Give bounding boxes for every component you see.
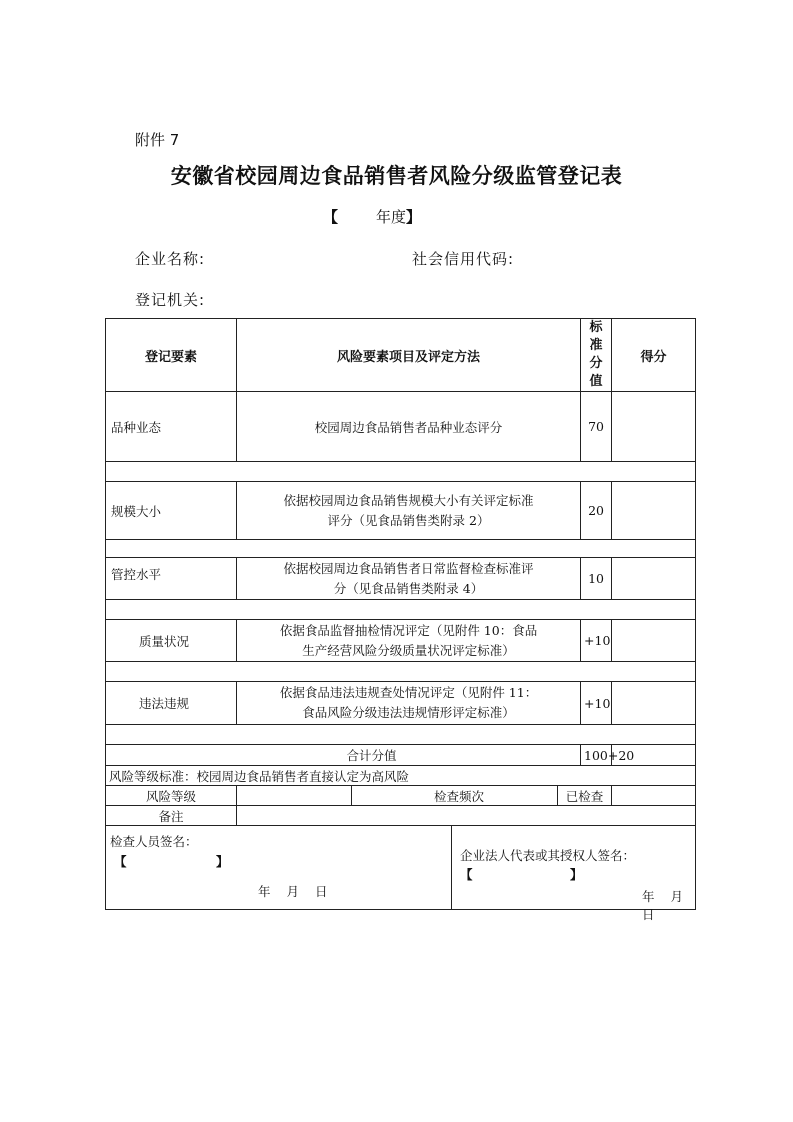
credit-code-label: 社会信用代码:	[412, 250, 515, 268]
row-element: 品种业态	[106, 392, 237, 462]
row-method-line1: 依据校园周边食品销售者日常监督检查标准评	[283, 560, 534, 576]
header-row	[106, 319, 696, 392]
score-cell[interactable]	[612, 482, 696, 540]
spacer-row	[106, 725, 696, 745]
score-cell[interactable]	[612, 392, 696, 462]
inspector-sign-label: 检查人员签名：	[110, 834, 198, 849]
rep-open-bracket: 【	[460, 867, 473, 882]
header-score: 得分	[612, 319, 696, 392]
company-name-label: 企业名称:	[135, 250, 206, 268]
row-standard: 10	[581, 558, 612, 600]
risk-level-row	[106, 786, 696, 806]
score-cell[interactable]	[612, 682, 696, 725]
table-row	[106, 682, 696, 725]
row-standard: +10	[581, 682, 612, 725]
inspector-signature-cell[interactable]	[106, 826, 452, 910]
row-method-line2: 评分（见食品销售类附录 2）	[327, 512, 490, 528]
row-element: 规模大小	[106, 482, 237, 540]
row-method-line1: 依据校园周边食品销售规模大小有关评定标准	[283, 492, 534, 508]
remarks-label: 备注	[106, 806, 237, 826]
risk-standard: 风险等级标准：校园周边食品销售者直接认定为高风险	[106, 766, 696, 786]
row-element: 违法违规	[106, 682, 237, 725]
header-standard	[581, 319, 612, 392]
year-open-bracket: 【	[323, 208, 339, 226]
year-close-bracket: 】	[406, 208, 422, 226]
header-standard-line2: 分值	[589, 356, 603, 389]
risk-level-label: 风险等级	[106, 786, 237, 806]
row-element: 质量状况	[106, 620, 237, 662]
inspector-date: 年 月 日	[258, 884, 334, 899]
remarks-value[interactable]	[237, 806, 696, 826]
table-row	[106, 558, 696, 600]
score-cell[interactable]	[612, 558, 696, 600]
registrar-label: 登记机关:	[135, 291, 206, 309]
risk-standard-row	[106, 766, 696, 786]
row-method-line1: 依据食品违法违规查处情况评定（见附件 11：	[279, 685, 538, 700]
inspected-value[interactable]	[612, 786, 696, 806]
row-method	[237, 558, 581, 600]
table-row	[106, 620, 696, 662]
rep-signature-cell[interactable]	[452, 826, 696, 922]
year-label	[323, 206, 421, 227]
table-row	[106, 392, 696, 462]
inspected-label: 已检查	[558, 786, 612, 806]
header-standard-line1: 标准	[589, 320, 603, 353]
total-row	[106, 745, 696, 766]
spacer-row	[106, 662, 696, 682]
row-standard: +10	[581, 620, 612, 662]
row-element: 管控水平	[106, 558, 237, 600]
attachment-label: 附件 7	[135, 131, 180, 149]
inspection-freq-label: 检查频次	[352, 786, 558, 806]
row-method-line1: 校园周边食品销售者品种业态评分	[314, 419, 503, 435]
inspector-open-bracket: 【	[114, 854, 127, 869]
row-standard: 20	[581, 482, 612, 540]
row-standard: 70	[581, 392, 612, 462]
row-method	[237, 482, 581, 540]
row-method-line2: 食品风险分级违法违规情形评定标准）	[302, 705, 515, 720]
registration-table	[105, 318, 696, 922]
remarks-row	[106, 806, 696, 826]
spacer-row	[106, 540, 696, 558]
risk-level-value[interactable]	[237, 786, 352, 806]
rep-sign-label: 企业法人代表或其授权人签名：	[460, 848, 636, 863]
row-method	[237, 682, 581, 725]
spacer-row	[106, 462, 696, 482]
row-method-line1: 依据食品监督抽检情况评定（见附件 10：食品	[279, 622, 538, 638]
row-method-line2: 分（见食品销售类附录 4）	[333, 580, 484, 596]
inspector-close-bracket: 】	[216, 854, 229, 869]
total-value: 100+20	[581, 745, 612, 766]
row-method	[237, 392, 581, 462]
year-text: 年度	[376, 208, 407, 226]
total-label: 合计分值	[106, 745, 581, 766]
table-row	[106, 482, 696, 540]
header-element: 登记要素	[106, 319, 237, 392]
rep-close-bracket: 】	[570, 867, 583, 882]
row-method-line2: 生产经营风险分级质量状况评定标准）	[302, 642, 515, 658]
rep-date: 年 月 日	[642, 889, 689, 922]
page-title: 安徽省校园周边食品销售者风险分级监管登记表	[170, 164, 623, 188]
spacer-row	[106, 600, 696, 620]
row-method	[237, 620, 581, 662]
score-cell[interactable]	[612, 620, 696, 662]
header-method: 风险要素项目及评定方法	[237, 319, 581, 392]
signature-row	[106, 826, 696, 910]
